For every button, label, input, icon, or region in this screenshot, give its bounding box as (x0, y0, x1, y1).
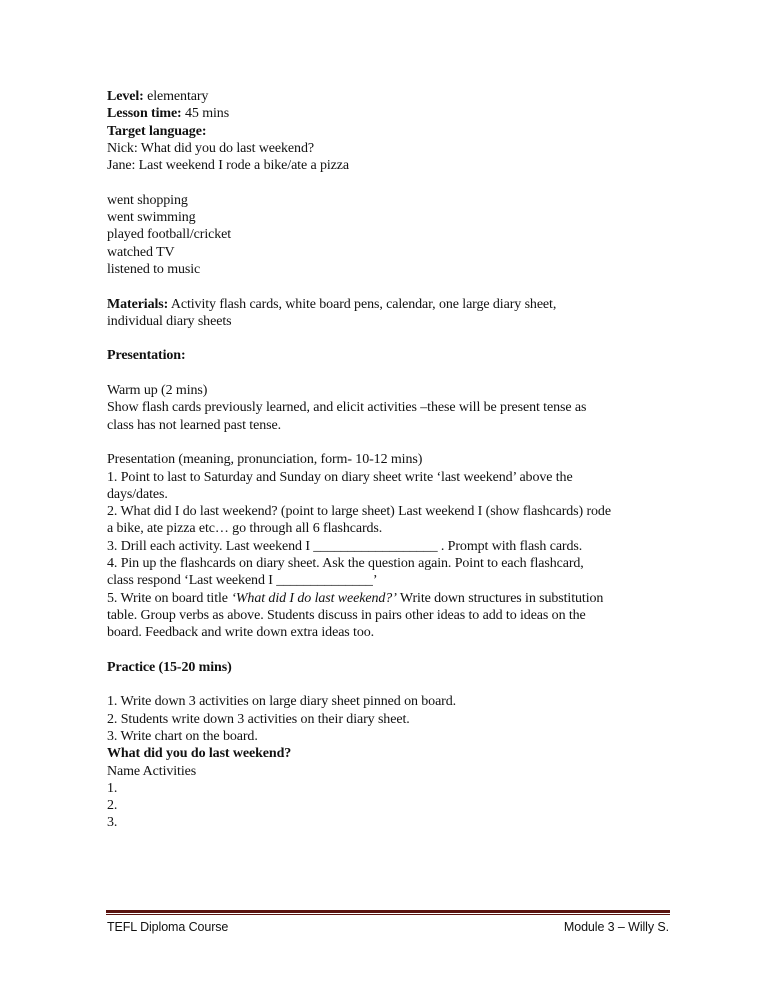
presentation-step-line: 2. What did I do last weekend? (point to large sheet) Last weekend I (show flashcards) rode (107, 504, 611, 520)
level-label: Level: (107, 89, 144, 104)
warmup-line: class has not learned past tense. (107, 417, 281, 433)
dialogue-line: Nick: What did you do last weekend? (107, 140, 314, 156)
activity-item: went swimming (107, 210, 196, 226)
practice-step-line: 1. Write down 3 activities on large diary sheet pinned on board. (107, 694, 457, 710)
lesson-time-value: 45 mins (185, 106, 230, 122)
chart-row: 2. (107, 798, 118, 814)
presentation-step-line: table. Group verbs as above. Students discuss in pairs other ideas to add to ideas on the (107, 607, 586, 623)
chart-row: 3. (107, 815, 118, 831)
footer-divider (106, 910, 670, 913)
presentation-step-line: 4. Pin up the flashcards on diary sheet. Ask the question again. Point to each flashcard, (107, 556, 584, 572)
presentation-steps-title: Presentation (meaning, pronunciation, form- 10-12 mins) (107, 452, 423, 468)
lesson-time-line (107, 105, 672, 122)
footer-module-author: Module 3 – Willy S. (563, 920, 669, 934)
activity-item: played football/cricket (107, 227, 232, 243)
chart-row: 1. (107, 780, 118, 796)
practice-heading: Practice (15-20 mins) (107, 659, 232, 675)
lesson-plan (107, 88, 672, 832)
warmup-line: Warm up (2 mins) (107, 383, 208, 399)
dialogue-line: Jane: Last weekend I rode a bike/ate a pizza (107, 158, 350, 174)
materials-text: Activity flash cards, white board pens, calendar, one large diary sheet, (170, 296, 557, 312)
presentation-step-line: days/dates. (107, 486, 168, 502)
materials-label: Materials: (107, 296, 169, 312)
step5-board-title: ‘What did I do last weekend?’ (231, 590, 397, 606)
lesson-time-label: Lesson time: (107, 106, 182, 122)
footer-divider-thin (106, 914, 670, 915)
presentation-step-line: a bike, ate pizza etc… go through all 6 flashcards. (107, 521, 383, 537)
materials-text: individual diary sheets (107, 313, 232, 329)
warmup-line: Show flash cards previously learned, and elicit activities –these will be present tense as (107, 400, 587, 416)
practice-step-line: 2. Students write down 3 activities on their diary sheet. (107, 711, 410, 727)
page-footer (107, 920, 669, 934)
target-language-label: Target language: (107, 123, 207, 139)
presentation-step-line: 1. Point to last to Saturday and Sunday on diary sheet write ‘last weekend’ above the (107, 469, 573, 485)
level-line (107, 88, 672, 105)
materials-line (107, 296, 672, 313)
chart-header: Name Activities (107, 763, 197, 779)
presentation-step-line: class respond ‘Last weekend I ______________’ (107, 573, 378, 589)
activity-item: went shopping (107, 192, 188, 208)
practice-step-line: 3. Write chart on the board. (107, 728, 258, 744)
presentation-step-line: board. Feedback and write down extra ideas too. (107, 625, 375, 641)
footer-course-title: TEFL Diploma Course (107, 920, 229, 934)
level-value: elementary (147, 89, 209, 104)
step5-prefix: 5. Write on board title (107, 590, 232, 606)
chart-title: What did you do last weekend? (107, 746, 292, 762)
presentation-step-line: 3. Drill each activity. Last weekend I __________________ . Prompt with flash cards. (107, 538, 583, 554)
presentation-step-5 (107, 590, 672, 607)
step5-suffix: Write down structures in substitution (396, 590, 604, 606)
activity-item: watched TV (107, 244, 175, 260)
presentation-heading: Presentation: (107, 348, 186, 364)
activity-item: listened to music (107, 261, 201, 277)
